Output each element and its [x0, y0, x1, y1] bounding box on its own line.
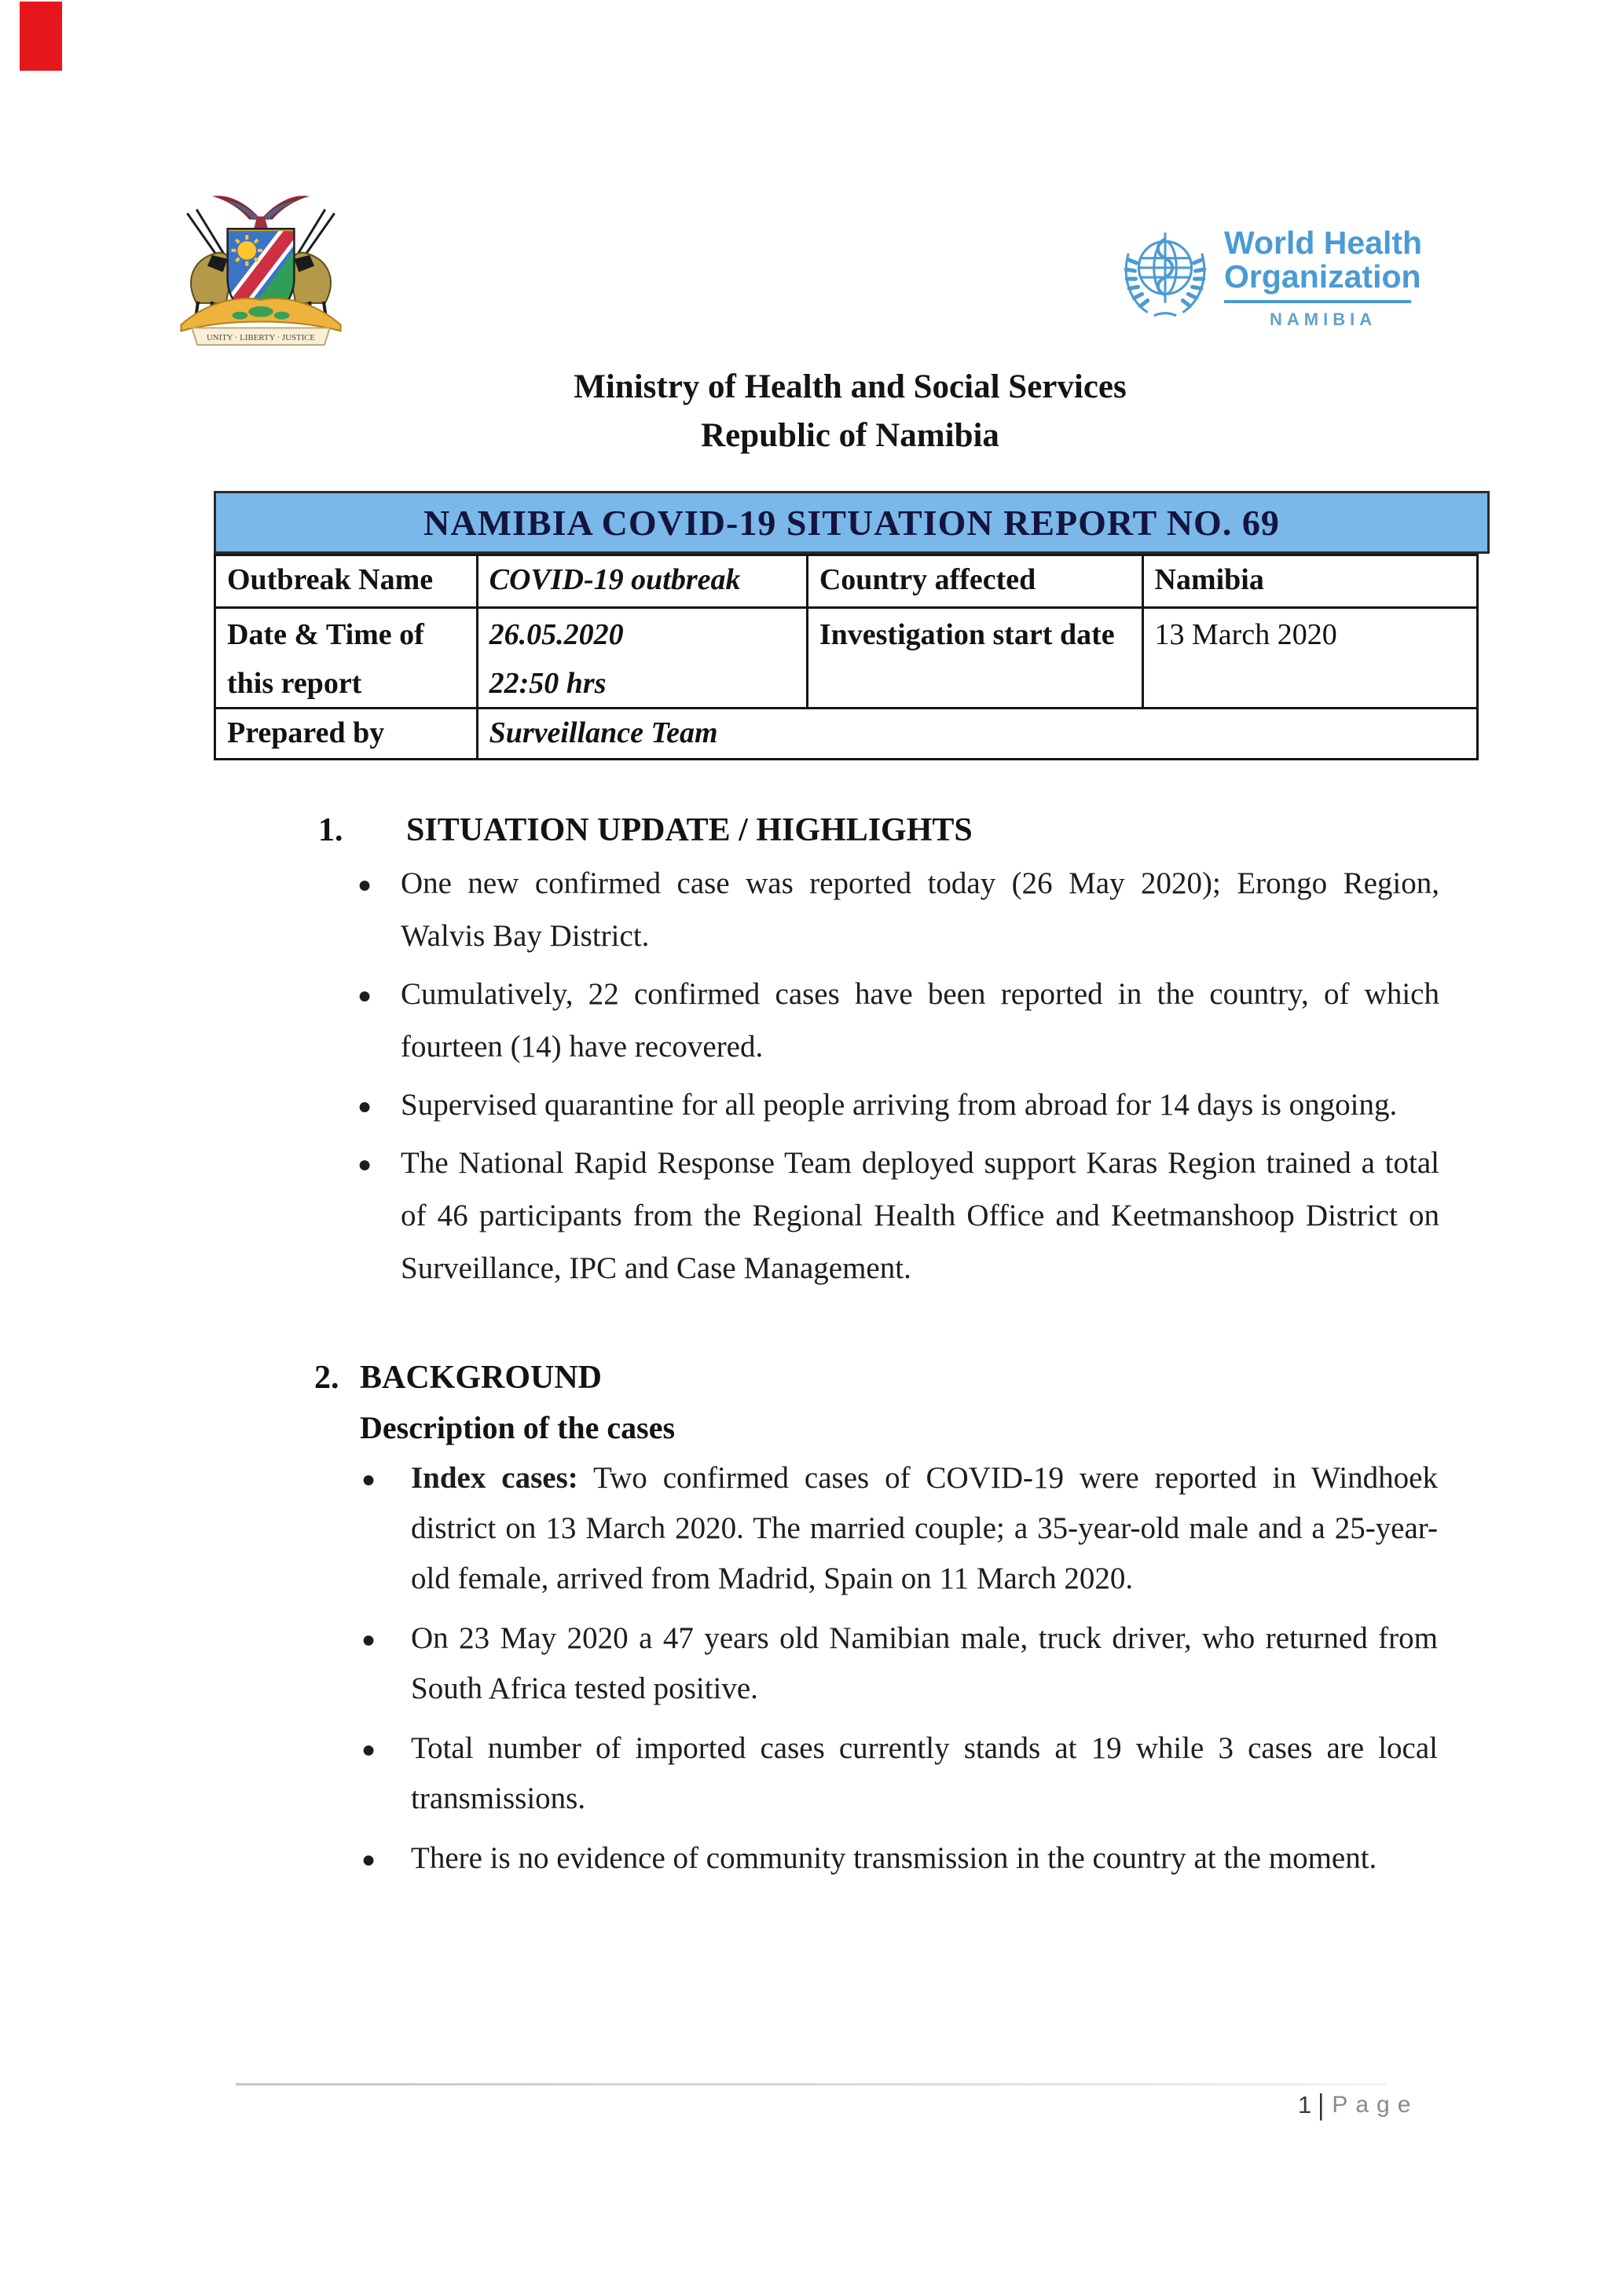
- bullet-item: [357, 1078, 1439, 1131]
- bullet-item: [361, 1613, 1438, 1714]
- report-title-bar: [214, 491, 1490, 554]
- prepared-by-label: Prepared by: [216, 709, 478, 758]
- ministry-heading: Ministry of Health and Social Services: [574, 368, 1127, 405]
- red-scan-mark: [20, 2, 62, 71]
- outbreak-name-label: Outbreak Name: [216, 556, 478, 606]
- bullet-icon: ●: [361, 1737, 376, 1763]
- bullet-icon: ●: [357, 872, 372, 898]
- outbreak-name-value: COVID-19 outbreak: [478, 556, 808, 606]
- investigation-start-label: Investigation start date: [808, 609, 1144, 707]
- investigation-start-value: 13 March 2020: [1154, 618, 1337, 651]
- footer-divider: [236, 2083, 1387, 2085]
- bullet-line: Supervised quarantine for all people arriving from abroad for 14 days is ongoing.: [401, 1088, 1398, 1122]
- section-1-number: 1.: [318, 812, 343, 848]
- namibia-coat-of-arms: [171, 185, 350, 352]
- section-2-title: BACKGROUND: [360, 1360, 603, 1396]
- bullet-item: [357, 968, 1439, 1073]
- footer-page-label: Page: [1332, 2092, 1419, 2118]
- bullet-item: [361, 1723, 1438, 1824]
- who-logo: [1117, 226, 1422, 330]
- who-name-line1: World Health: [1224, 225, 1423, 261]
- who-country-label: NAMIBIA: [1269, 309, 1377, 329]
- bullet-line: Total number of imported cases currently stands at 19 while 3 cases are local: [411, 1731, 1438, 1765]
- date-time-label: Date & Time of this report: [216, 609, 478, 707]
- who-underline: [1224, 300, 1411, 303]
- bullet-line: South Africa tested positive.: [411, 1672, 758, 1705]
- section-spacer: [214, 1300, 1487, 1353]
- bullet-line: The National Rapid Response Team deployed support Karas Region trained a total: [401, 1146, 1439, 1180]
- bullet-icon: ●: [361, 1847, 376, 1873]
- bullet-list: [357, 857, 1439, 1294]
- section-background: [214, 1353, 1487, 1884]
- report-title: NAMIBIA COVID-19 SITUATION REPORT NO. 69: [423, 502, 1280, 543]
- bullet-line: fourteen (14) have recovered.: [401, 1030, 764, 1064]
- republic-heading: Republic of Namibia: [701, 417, 999, 454]
- bullet-icon: ●: [357, 1093, 372, 1119]
- section-situation-update: [214, 804, 1487, 1294]
- bullet-line: transmissions.: [411, 1782, 586, 1815]
- document-body: [214, 804, 1487, 1893]
- table-row: [216, 609, 1476, 709]
- section-1-heading: [214, 804, 1487, 857]
- report-info-table: [214, 554, 1479, 760]
- bullet-list: [361, 1453, 1438, 1884]
- bullet-line: district on 13 March 2020. The married couple; a 35-year-old male and a 25-year-: [411, 1511, 1438, 1545]
- bullet-icon: ●: [357, 1152, 372, 1177]
- who-name-line2: Organization: [1224, 258, 1421, 295]
- bullet-item: [361, 1833, 1438, 1884]
- page-number: 1: [1298, 2091, 1312, 2118]
- bullet-line: There is no evidence of community transmission in the country at the moment.: [411, 1841, 1377, 1875]
- bullet-line: Walvis Bay District.: [401, 919, 650, 953]
- bullet-item: [357, 1137, 1439, 1294]
- bullet-icon: ●: [357, 983, 372, 1009]
- country-affected-label: Country affected: [808, 556, 1144, 606]
- prepared-by-value: Surveillance Team: [489, 716, 718, 749]
- bullet-line: Cumulatively, 22 confirmed cases have been reported in the country, of which: [401, 977, 1439, 1011]
- bullet-icon: ●: [361, 1627, 376, 1653]
- table-row: [216, 709, 1476, 758]
- bullet-line: One new confirmed case was reported today (26 May 2020); Erongo Region,: [401, 866, 1439, 900]
- bullet-line: old female, arrived from Madrid, Spain on 11 March 2020.: [411, 1562, 1134, 1595]
- date-time-value: 26.05.2020 22:50 hrs: [478, 609, 808, 707]
- bullet-line: of 46 participants from the Regional Health Office and Keetmanshoop District on: [401, 1199, 1439, 1232]
- table-row: [216, 556, 1476, 609]
- index-cases-lead: Index cases:: [411, 1461, 578, 1495]
- section-2-heading: [214, 1353, 1487, 1403]
- section-2-number: 2.: [314, 1360, 339, 1396]
- bullet-line: Index cases: Two confirmed cases of COVID-19 were reported in Windhoek: [411, 1461, 1438, 1495]
- motto-text: UNITY · LIBERTY · JUSTICE: [206, 333, 316, 343]
- footer-separator: |: [1318, 2088, 1325, 2122]
- bullet-line: Surveillance, IPC and Case Management.: [401, 1251, 911, 1285]
- country-affected-value: Namibia: [1154, 563, 1264, 596]
- who-emblem-icon: [1117, 226, 1213, 324]
- bullet-icon: ●: [361, 1467, 376, 1492]
- section-1-title: SITUATION UPDATE / HIGHLIGHTS: [406, 812, 973, 848]
- bullet-item: [357, 857, 1439, 962]
- bullet-item: [361, 1453, 1438, 1604]
- page-footer: [1298, 2088, 1419, 2122]
- section-2-subheading: Description of the cases: [360, 1410, 676, 1445]
- bullet-line: On 23 May 2020 a 47 years old Namibian male, truck driver, who returned from: [411, 1621, 1438, 1655]
